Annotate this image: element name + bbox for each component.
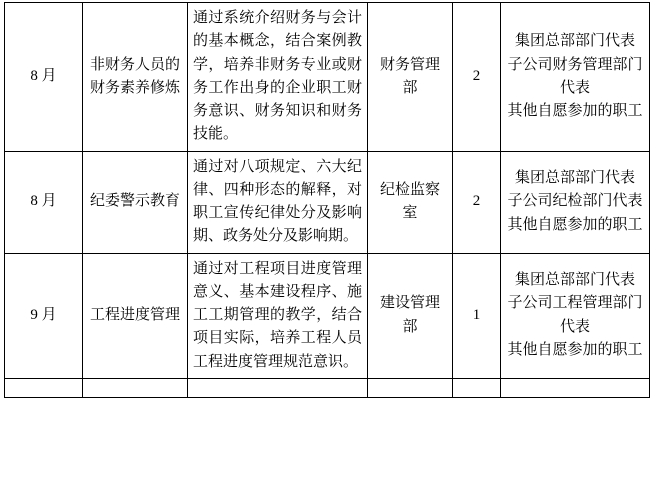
- cell-participants: [501, 3, 650, 152]
- cell-description: [188, 378, 368, 397]
- participant-line: 子公司财务管理部门代表: [507, 56, 643, 96]
- cell-month: [5, 378, 83, 397]
- cell-hours: 2: [453, 3, 501, 152]
- cell-description: 通过系统介绍财务与会计的基本概念，结合案例教学，培养非财务专业或财务工作出身的企业职工财务意识、财务知识和财务技能。: [188, 3, 368, 152]
- cell-hours: 2: [453, 151, 501, 253]
- cell-topic: 纪委警示教育: [83, 151, 188, 253]
- cell-month: 9 月: [5, 253, 83, 378]
- participant-line: 集团总部部门代表: [514, 170, 635, 187]
- table-row: [5, 151, 650, 253]
- cell-participants: [501, 253, 650, 378]
- cell-topic: [83, 378, 188, 397]
- participant-line: 其他自愿参加的职工: [507, 216, 643, 233]
- cell-hours: [453, 378, 501, 397]
- participant-line: 集团总部部门代表: [514, 33, 635, 50]
- cell-hours: 1: [453, 253, 501, 378]
- cell-topic: 非财务人员的财务素养修炼: [83, 3, 188, 152]
- cell-department: [368, 378, 453, 397]
- cell-participants: [501, 151, 650, 253]
- cell-department: 建设管理部: [368, 253, 453, 378]
- participant-line: 集团总部部门代表: [514, 272, 635, 289]
- table-row-partial: [5, 378, 650, 397]
- participant-line: 其他自愿参加的职工: [507, 341, 643, 358]
- table-row: [5, 253, 650, 378]
- training-schedule-table: [4, 2, 650, 398]
- cell-month: 8 月: [5, 3, 83, 152]
- table-row: [5, 3, 650, 152]
- participant-line: 其他自愿参加的职工: [507, 103, 643, 119]
- cell-description: 通过对工程项目进度管理意义、基本建设程序、施工工期管理的教学，结合项目实际，培养工程人员工程进度管理规范意识。: [188, 253, 368, 378]
- cell-department: 财务管理部: [368, 3, 453, 152]
- cell-department: 纪检监察室: [368, 151, 453, 253]
- cell-participants: [501, 378, 650, 397]
- participant-line: 子公司纪检部门代表: [507, 193, 643, 210]
- cell-month: 8 月: [5, 151, 83, 253]
- participant-line: 子公司工程管理部门代表: [507, 295, 643, 335]
- cell-description: 通过对八项规定、六大纪律、四种形态的解释，对职工宣传纪律处分及影响期、政务处分及影响期。: [188, 151, 368, 253]
- cell-topic: 工程进度管理: [83, 253, 188, 378]
